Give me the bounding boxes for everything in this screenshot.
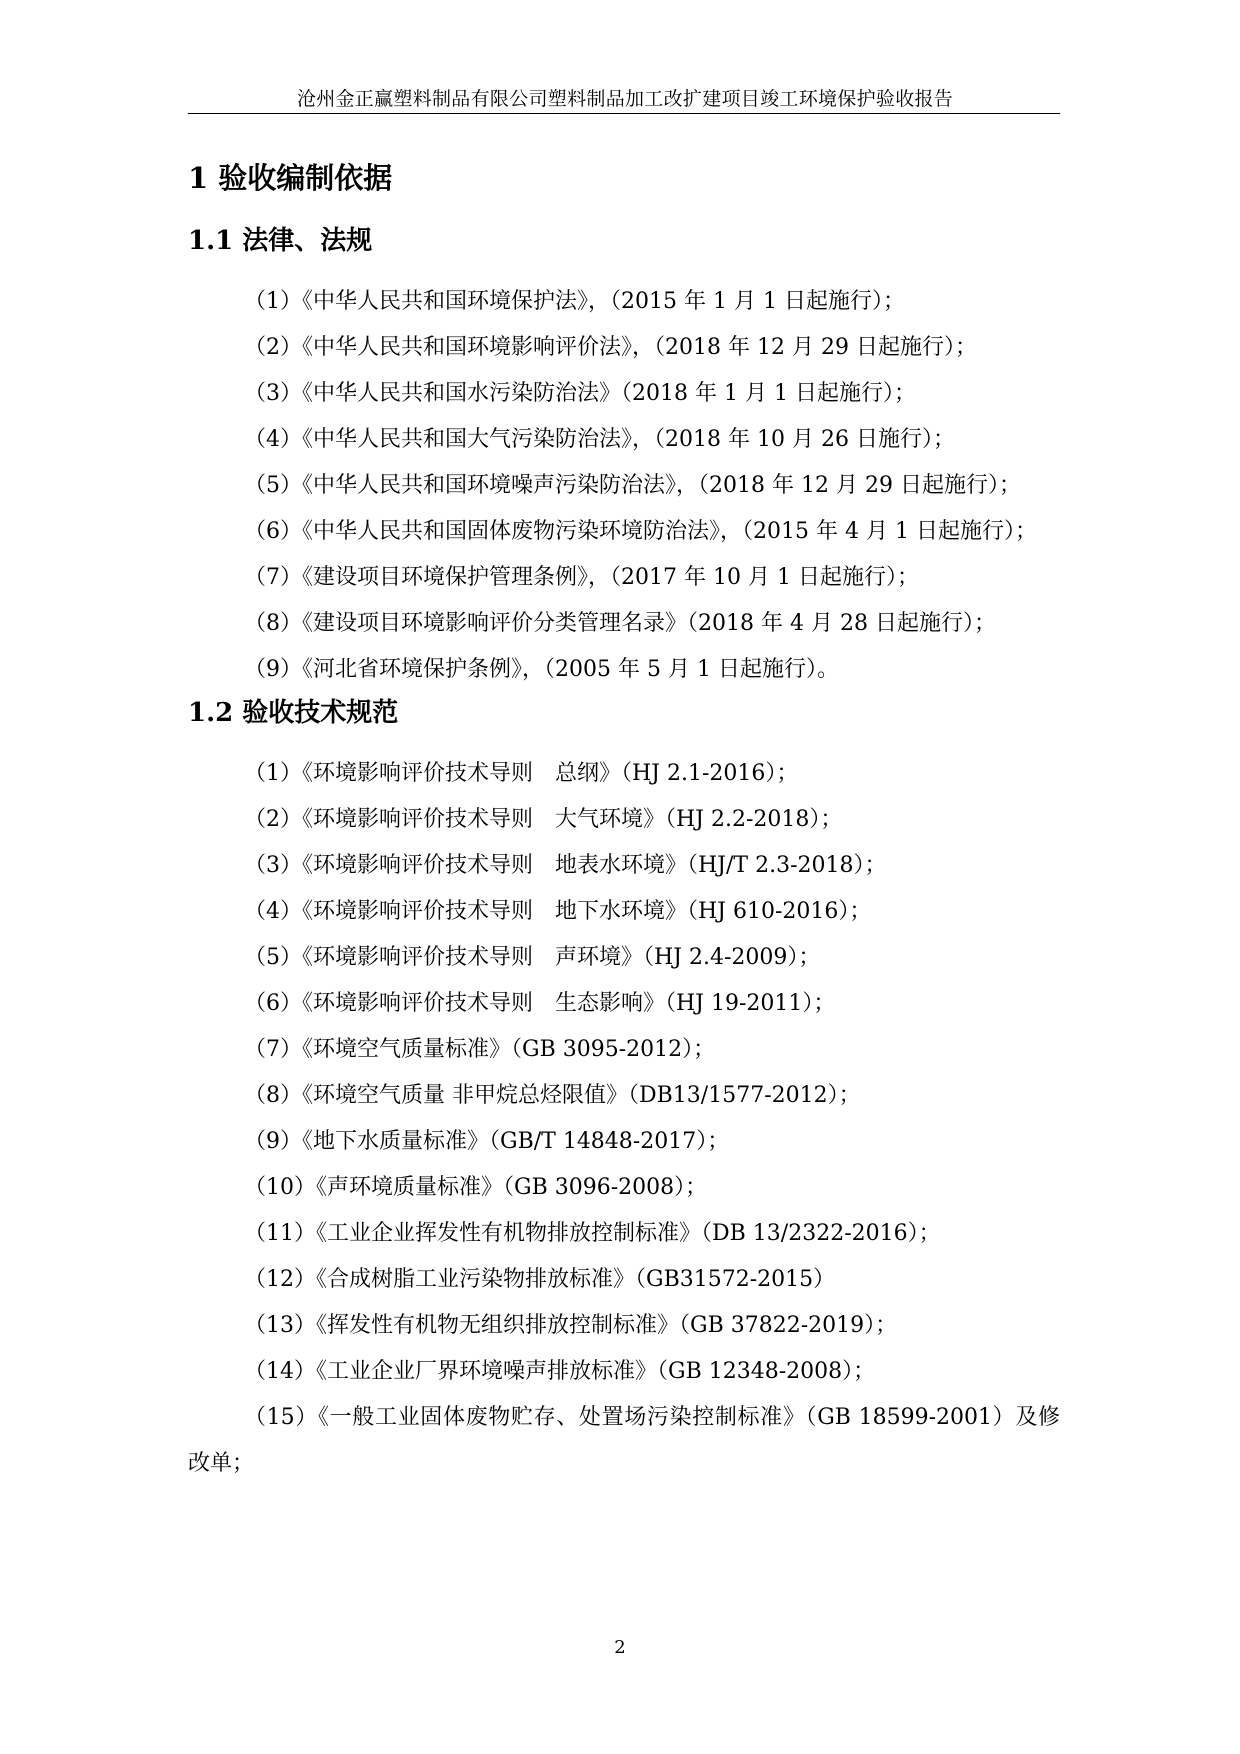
standard-item: （8）《环境空气质量 非甲烷总烃限值》（DB13/1577-2012）； <box>244 1083 861 1108</box>
standard-item: （15）《一般工业固体废物贮存、处置场污染控制标准》（GB 18599-2001）及修改单； <box>188 1405 1060 1476</box>
standard-item: （12）《合成树脂工业污染物排放标准》（GB31572-2015） <box>244 1267 836 1292</box>
law-item: （1）《中华人民共和国环境保护法》，（2015 年 1 月 1 日起施行）； <box>244 289 905 314</box>
standards-list <box>188 751 1060 1487</box>
page-body <box>188 158 1060 1487</box>
law-item: （9）《河北省环境保护条例》，（2005 年 5 月 1 日起施行）。 <box>244 657 839 682</box>
standard-item: （10）《声环境质量标准》（GB 3096-2008）； <box>244 1175 708 1200</box>
law-item: （4）《中华人民共和国大气污染防治法》，（2018 年 10 月 26 日施行）； <box>244 427 955 452</box>
laws-list <box>188 279 1060 693</box>
law-item: （6）《中华人民共和国固体废物污染环境防治法》，（2015 年 4 月 1 日起施行）； <box>244 519 1037 544</box>
standard-item: （5）《环境影响评价技术导则 声环境》（HJ 2.4-2009）； <box>244 945 821 970</box>
standard-item: （7）《环境空气质量标准》（GB 3095-2012）； <box>244 1037 716 1062</box>
header-divider <box>188 113 1060 114</box>
standard-item: （1）《环境影响评价技术导则 总纲》（HJ 2.1-2016）； <box>244 761 799 786</box>
standard-item: （11）《工业企业挥发性有机物排放控制标准》（DB 13/2322-2016）； <box>244 1221 941 1246</box>
standard-item: （14）《工业企业厂界环境噪声排放标准》（GB 12348-2008）； <box>244 1359 876 1384</box>
standard-item: （6）《环境影响评价技术导则 生态影响》（HJ 19-2011）； <box>244 991 836 1016</box>
standard-item: （3）《环境影响评价技术导则 地表水环境》（HJ/T 2.3-2018）； <box>244 853 887 878</box>
law-item: （8）《建设项目环境影响评价分类管理名录》（2018 年 4 月 28 日起施行）； <box>244 611 996 636</box>
standard-item: （2）《环境影响评价技术导则 大气环境》（HJ 2.2-2018）； <box>244 807 843 832</box>
standard-item: （13）《挥发性有机物无组织排放控制标准》（GB 37822-2019）； <box>244 1313 898 1338</box>
running-header: 沧州金正赢塑料制品有限公司塑料制品加工改扩建项目竣工环境保护验收报告 <box>296 88 954 110</box>
law-item: （3）《中华人民共和国水污染防治法》（2018 年 1 月 1 日起施行）； <box>244 381 916 406</box>
section-heading: 1 验收编制依据 <box>188 161 393 195</box>
subsection-heading-laws: 1.1 法律、法规 <box>188 226 373 256</box>
law-item: （5）《中华人民共和国环境噪声污染防治法》，（2018 年 12 月 29 日起施行）； <box>244 473 1021 498</box>
page-number: 2 <box>614 1637 626 1658</box>
law-item: （7）《建设项目环境保护管理条例》，（2017 年 10 月 1 日起施行）； <box>244 565 919 590</box>
law-item: （2）《中华人民共和国环境影响评价法》，（2018 年 12 月 29 日起施行）； <box>244 335 977 360</box>
standard-item: （9）《地下水质量标准》（GB/T 14848-2017）； <box>244 1129 730 1154</box>
standard-item: （4）《环境影响评价技术导则 地下水环境》（HJ 610-2016）； <box>244 899 872 924</box>
subsection-heading-standards: 1.2 验收技术规范 <box>188 698 399 728</box>
